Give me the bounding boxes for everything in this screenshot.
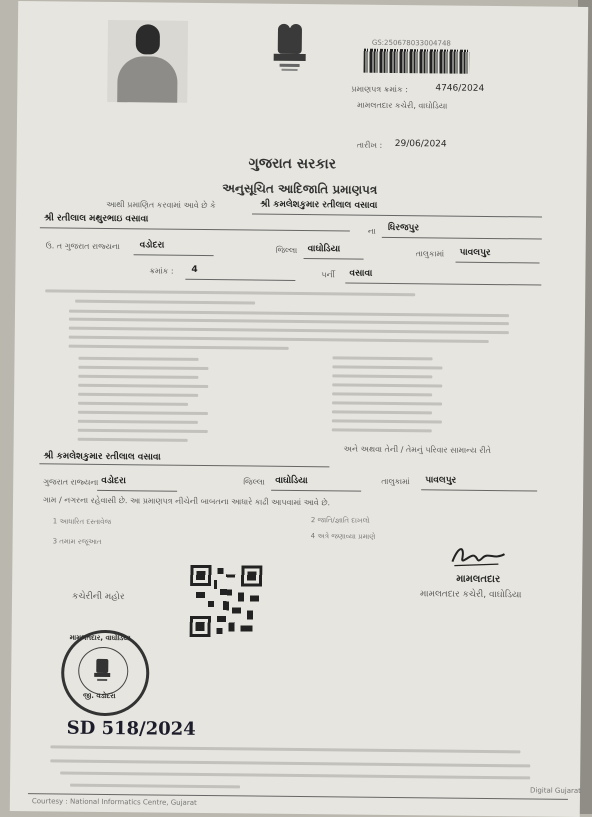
- issue-date: 29/06/2024: [394, 138, 447, 150]
- holder-name: શ્રી કમલેશકુમાર રતીલાલ વસાવા: [43, 451, 161, 463]
- signatory-office: મામલતદાર કચેરી, વાઘોડિયા: [420, 589, 522, 601]
- barcode: [364, 49, 470, 74]
- cert-no-label: પ્રમાણપત્ર ક્રમાંક :: [351, 84, 408, 95]
- district-value: વડોદરા: [139, 240, 165, 251]
- seal-top-text: મામલતદાર, વાઘોડિયા: [69, 633, 131, 643]
- handwritten-note: SD 518/2024: [66, 717, 196, 740]
- certificate-page: [10, 1, 588, 817]
- taluka-label: તાલુકામાં: [415, 249, 445, 259]
- basis-text: ગામ / નગરના રહેવાસી છે. આ પ્રમાણપત્ર નીચેની બાબતના આધારે કાઢી આપવામાં આવે છે.: [42, 495, 331, 508]
- qr-code: [190, 563, 263, 640]
- resid-district: વડોદરા: [101, 475, 126, 487]
- signatory-title: મામલતદાર: [456, 573, 501, 586]
- doc-item-1: 1 આધારિત દસ્તાવેજ: [52, 517, 112, 527]
- resid-district-label: જિલ્લા: [243, 477, 265, 487]
- applicant-photo: [107, 20, 188, 103]
- serial-label: ક્રમાંક :: [149, 266, 174, 276]
- holder-suffix: અને અથવા તેની / તેમનું પરિવાર સામાન્ય રીતે: [343, 444, 492, 456]
- state-label: ઉ. ત ગુજરાત રાજ્યના: [45, 241, 120, 252]
- taluka-district-value: વાઘોડિયા: [307, 244, 341, 255]
- cert-number: 4746/2024: [435, 83, 485, 94]
- caste-value: વસાવા: [349, 268, 373, 279]
- digital-gujarat: Digital Gujarat: [529, 786, 581, 795]
- serial-value: 4: [191, 264, 198, 275]
- resid-taluka: પાવલપુર: [425, 475, 457, 486]
- doc-item-3: 3 તમામ રજૂઆત: [52, 537, 102, 546]
- credit-line: Courtesy : National Informatics Centre, Gujarat: [31, 797, 197, 807]
- applicant-name: શ્રી કમલેશકુમાર રતીલાલ વસાવા: [260, 199, 378, 211]
- intro-text: આથી પ્રમાણિત કરવામાં આવે છે કે: [106, 199, 216, 211]
- emblem-icon: [268, 22, 313, 74]
- certificate-title: અનુસૂચિત આદિજાતિ પ્રમાણપત્ર: [222, 181, 378, 197]
- office-seal-label: કચેરીની મહોર: [71, 591, 125, 603]
- father-name: શ્રી રતીલાલ મથુરભાઇ વસાવા: [43, 213, 149, 225]
- seal-bottom-text: જી. વડોદરા: [82, 691, 116, 701]
- resid-taluka-label: તાલુકામાં: [381, 476, 410, 487]
- date-label: તારીખ :: [356, 140, 383, 150]
- village-value: ધિરજપુર: [387, 222, 420, 234]
- district-label: જિલ્લા: [275, 245, 298, 255]
- resid-state: ગુજરાત રાજ્યના: [43, 477, 99, 487]
- seal-emblem-icon: [92, 657, 112, 683]
- village-label: ના: [367, 226, 376, 236]
- sub-label: પર્ની: [321, 270, 335, 280]
- resid-taluka-district: વાઘોડિયા: [275, 475, 308, 487]
- signature: [448, 544, 508, 571]
- doc-item-2: 2 જાતિ/જ્ઞાતિ દાખલો: [310, 516, 370, 525]
- taluka-value: પાવલપુર: [459, 247, 491, 258]
- gov-title: ગુજરાત સરકાર: [248, 155, 337, 173]
- doc-item-4: 4 અત્રે જણાવ્યા પ્રમાણે: [310, 532, 376, 541]
- barcode-number: GS:250678033004748: [371, 38, 451, 48]
- issuing-office: મામલતદાર કચેરી, વાઘોડિયા: [357, 100, 448, 111]
